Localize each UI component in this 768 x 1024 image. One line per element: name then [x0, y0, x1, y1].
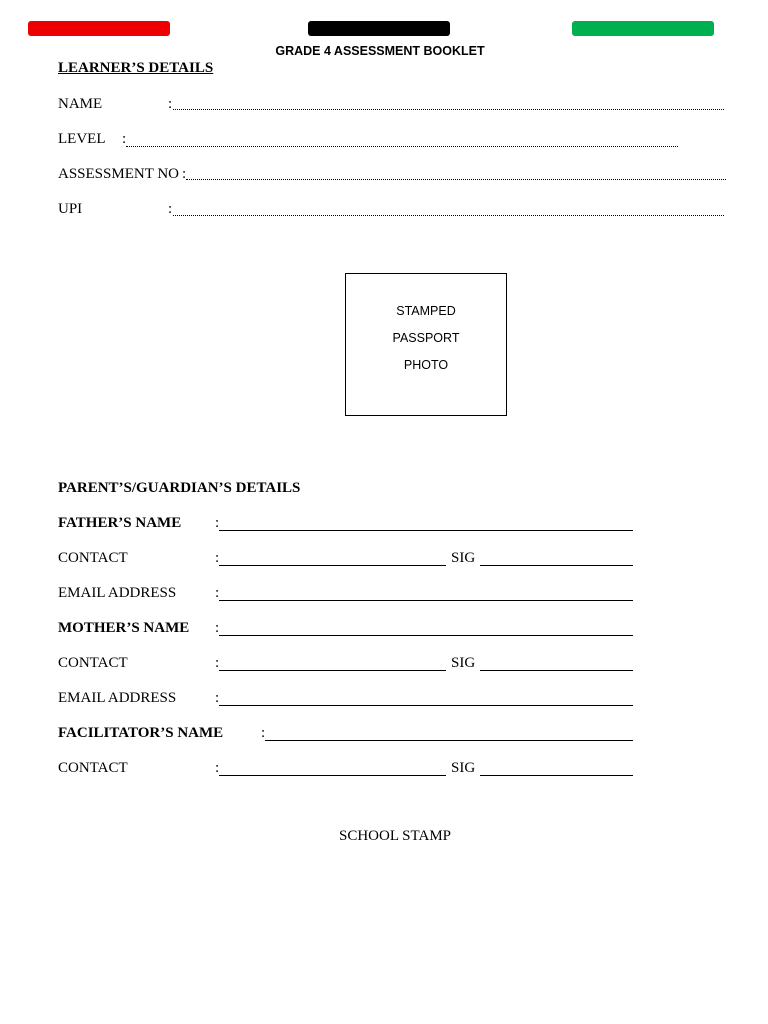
level-colon: :: [122, 131, 127, 147]
mother-email-label: EMAIL ADDRESS: [58, 690, 177, 706]
upi-colon: :: [168, 201, 173, 217]
school-stamp-label: SCHOOL STAMP: [338, 828, 452, 844]
mother-contact-fill-line[interactable]: [219, 670, 446, 671]
upi-label: UPI: [58, 201, 83, 217]
father-contact-row: [58, 550, 633, 570]
level-label: LEVEL: [58, 131, 106, 147]
father-contact-colon: :: [215, 550, 220, 566]
mother-contact-colon: :: [215, 655, 220, 671]
page-title: GRADE 4 ASSESSMENT BOOKLET: [275, 44, 485, 58]
facilitator-name-fill-line[interactable]: [265, 740, 633, 741]
flag-bar-red: [28, 21, 170, 36]
name-field-row: [58, 96, 726, 116]
father-email-row: [58, 585, 633, 605]
mother-email-row: [58, 690, 633, 710]
parents-details-heading: PARENT’S/GUARDIAN’S DETAILS: [58, 480, 301, 496]
name-fill-line[interactable]: [173, 109, 724, 110]
father-name-fill-line[interactable]: [219, 530, 633, 531]
mother-sig-fill-line[interactable]: [480, 670, 633, 671]
level-fill-line[interactable]: [126, 146, 678, 147]
facilitator-name-label: FACILITATOR’S NAME: [58, 725, 224, 741]
facilitator-name-colon: :: [261, 725, 266, 741]
father-name-row: [58, 515, 633, 535]
father-contact-label: CONTACT: [58, 550, 128, 566]
facilitator-sig-fill-line[interactable]: [480, 775, 633, 776]
father-email-label: EMAIL ADDRESS: [58, 585, 177, 601]
mother-contact-label: CONTACT: [58, 655, 128, 671]
assessment-no-colon: :: [182, 166, 187, 182]
name-label: NAME: [58, 96, 103, 112]
facilitator-contact-label: CONTACT: [58, 760, 128, 776]
mother-sig-label: SIG: [451, 655, 476, 671]
mother-email-colon: :: [215, 690, 220, 706]
facilitator-contact-row: [58, 760, 633, 780]
assessment-no-label: ASSESSMENT NO: [58, 166, 180, 182]
mother-name-fill-line[interactable]: [219, 635, 633, 636]
upi-fill-line[interactable]: [173, 215, 724, 216]
flag-bar-green: [572, 21, 714, 36]
mother-name-label: MOTHER’S NAME: [58, 620, 190, 636]
facilitator-name-row: [58, 725, 633, 745]
name-colon: :: [168, 96, 173, 112]
facilitator-sig-label: SIG: [451, 760, 476, 776]
photo-text-stamped: STAMPED: [396, 304, 456, 318]
father-sig-fill-line[interactable]: [480, 565, 633, 566]
father-contact-fill-line[interactable]: [219, 565, 446, 566]
photo-text-passport: PASSPORT: [392, 331, 460, 345]
assessment-no-fill-line[interactable]: [186, 179, 726, 180]
facilitator-contact-colon: :: [215, 760, 220, 776]
passport-photo-box: [345, 273, 507, 416]
learner-details-heading: LEARNER’S DETAILS: [58, 60, 214, 76]
father-name-colon: :: [215, 515, 220, 531]
father-email-colon: :: [215, 585, 220, 601]
father-name-label: FATHER’S NAME: [58, 515, 182, 531]
assessment-no-field-row: [58, 166, 726, 186]
mother-contact-row: [58, 655, 633, 675]
facilitator-contact-fill-line[interactable]: [219, 775, 446, 776]
father-sig-label: SIG: [451, 550, 476, 566]
photo-text-photo: PHOTO: [403, 358, 449, 372]
mother-name-row: [58, 620, 633, 640]
upi-field-row: [58, 201, 726, 221]
flag-bar-black: [308, 21, 450, 36]
mother-name-colon: :: [215, 620, 220, 636]
mother-email-fill-line[interactable]: [219, 705, 633, 706]
father-email-fill-line[interactable]: [219, 600, 633, 601]
level-field-row: [58, 131, 726, 151]
